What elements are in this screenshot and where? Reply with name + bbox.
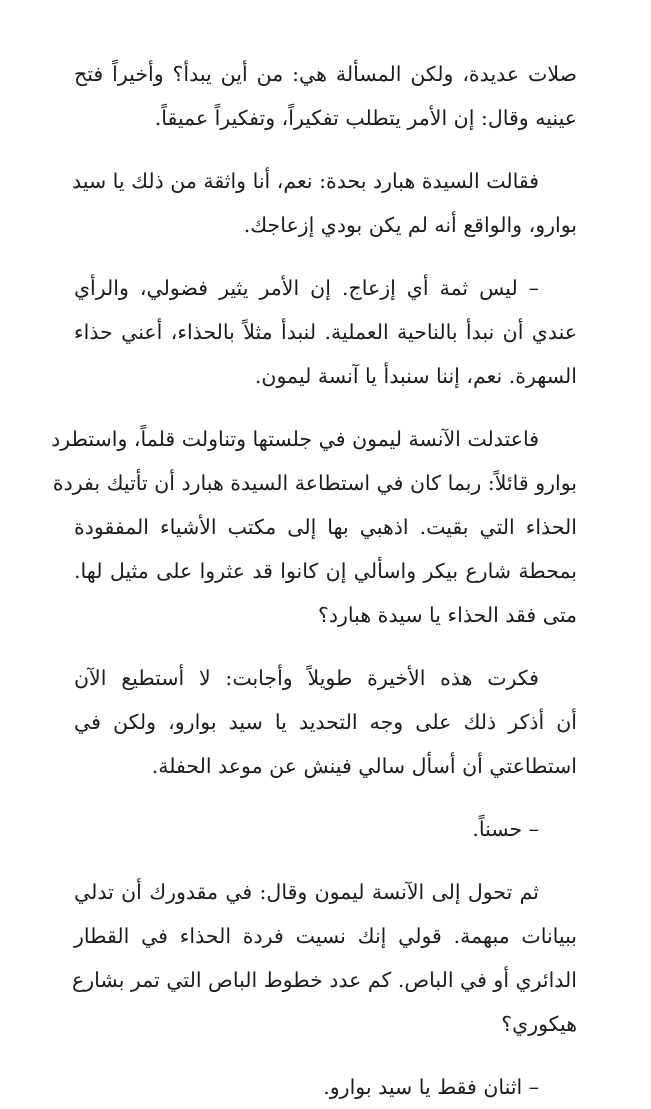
paragraph <box>74 52 577 140</box>
text-line: ثم تحول إلى الآنسة ليمون وقال: في مقدورك أن تدلي <box>74 880 539 904</box>
text-line: متى فقد الحذاء يا سيدة هبارد؟ <box>317 603 577 627</box>
paragraph <box>74 656 577 788</box>
text-line: – ليس ثمة أي إزعاج. إن الأمر يثير فضولي، والرأي <box>74 276 539 300</box>
text-line: صلات عديدة، ولكن المسألة هي: من أين يبدأ؟ وأخيراً فتح <box>74 62 577 86</box>
text-line: فكرت هذه الأخيرة طويلاً وأجابت: لا أستطيع الآن <box>74 666 539 690</box>
text-line: فاعتدلت الآنسة ليمون في جلستها وتناولت قلماً، واستطرد <box>51 427 539 451</box>
text-line: أن أذكر ذلك على وجه التحديد يا سيد بوارو، ولكن في <box>74 710 577 734</box>
text-line: بمحطة شارع بيكر واسألي إن كانوا قد عثروا على مثيل لها. <box>74 559 577 583</box>
text-line: السهرة. نعم، إننا سنبدأ يا آنسة ليمون. <box>254 364 577 388</box>
text-line: استطاعتي أن أسأل سالي فينش عن موعد الحفلة. <box>151 754 577 778</box>
text-line: عينيه وقال: إن الأمر يتطلب تفكيراً، وتفكيراً عميقاً. <box>154 106 577 130</box>
text-line: – حسناً. <box>472 817 539 841</box>
text-line: عندي أن نبدأ بالناحية العملية. لنبدأ مثلاً بالحذاء، أعني حذاء <box>74 320 577 344</box>
text-line: بوارو قائلاً: ربما كان في استطاعة السيدة هبارد أن تأتيك بفردة <box>52 471 577 495</box>
text-line: الحذاء التي بقيت. اذهبي بها إلى مكتب الأشياء المفقودة <box>74 515 577 539</box>
text-line: – اثنان فقط يا سيد بوارو. <box>323 1075 539 1099</box>
paragraph <box>51 417 577 637</box>
text-line: هيكوري؟ <box>501 1012 577 1036</box>
paragraph <box>74 159 577 247</box>
paragraph <box>74 807 577 851</box>
paragraph <box>74 266 577 398</box>
text-line: فقالت السيدة هبارد بحدة: نعم، أنا واثقة من ذلك يا سيد <box>72 169 539 193</box>
text-line: الدائري أو في الباص. كم عدد خطوط الباص التي تمر بشارع <box>72 968 577 992</box>
paragraph <box>74 1065 577 1109</box>
text-line: بوارو، والواقع أنه لم يكن بودي إزعاجك. <box>243 213 577 237</box>
text-line: ببيانات مبهمة. قولي إنك نسيت فردة الحذاء في القطار <box>74 924 577 948</box>
paragraph <box>74 870 577 1046</box>
